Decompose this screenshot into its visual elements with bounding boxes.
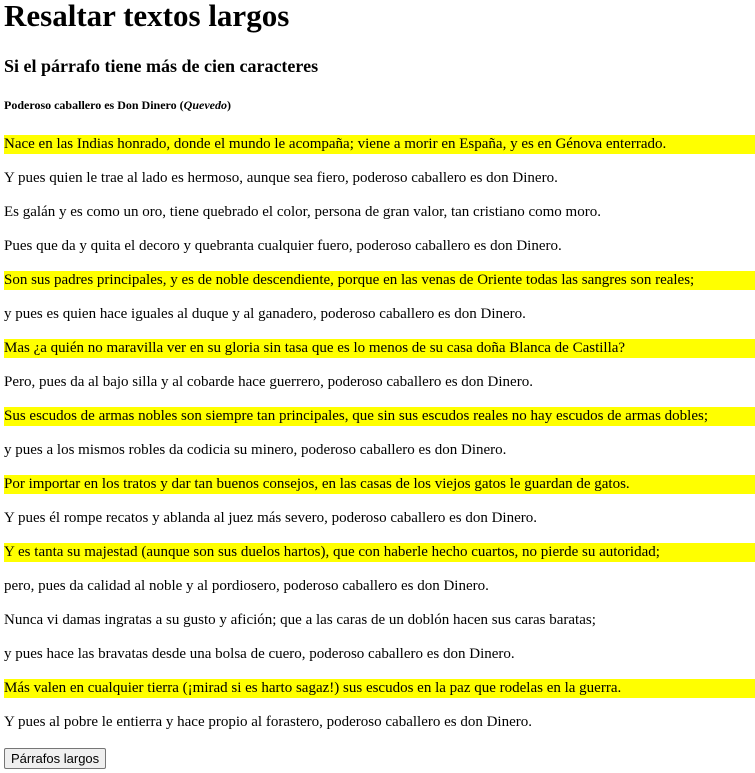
paragraph: Y es tanta su majestad (aunque son sus duelos hartos), que con haberle hecho cuartos, no pierde su autoridad; — [4, 543, 755, 562]
paragraph: Más valen en cualquier tierra (¡mirad si es harto sagaz!) sus escudos en la paz que rodelas en la guerra. — [4, 679, 755, 698]
paragraph: Nace en las Indias honrado, donde el mundo le acompaña; viene a morir en España, y es en Génova enterrado. — [4, 135, 755, 154]
paragraph: y pues hace las bravatas desde una bolsa de cuero, poderoso caballero es don Dinero. — [4, 646, 515, 662]
paragraph: Mas ¿a quién no maravilla ver en su gloria sin tasa que es lo menos de su casa doña Blanca de Castilla? — [4, 339, 755, 358]
page-title: Resaltar textos largos — [4, 0, 290, 33]
poem-author: Quevedo — [183, 98, 227, 112]
poem-heading-suffix: ) — [226, 98, 231, 112]
poem-heading — [4, 98, 231, 113]
long-paragraphs-button[interactable]: Párrafos largos — [4, 748, 106, 769]
paragraph: Nunca vi damas ingratas a su gusto y afición; que a las caras de un doblón hacen sus caras baratas; — [4, 612, 596, 628]
paragraph: Pero, pues da al bajo silla y al cobarde hace guerrero, poderoso caballero es don Dinero. — [4, 374, 533, 390]
page-subtitle: Si el párrafo tiene más de cien caracteres — [4, 56, 319, 76]
paragraph: pero, pues da calidad al noble y al pordiosero, poderoso caballero es don Dinero. — [4, 578, 489, 594]
paragraph: Pues que da y quita el decoro y quebranta cualquier fuero, poderoso caballero es don Dinero. — [4, 238, 562, 254]
paragraph: Sus escudos de armas nobles son siempre tan principales, que sin sus escudos reales no hay escudos de armas dobles; — [4, 407, 755, 426]
paragraph: Y pues él rompe recatos y ablanda al juez más severo, poderoso caballero es don Dinero. — [4, 510, 537, 526]
paragraph: Y pues quien le trae al lado es hermoso, aunque sea fiero, poderoso caballero es don Dinero. — [4, 170, 558, 186]
paragraph: Son sus padres principales, y es de noble descendiente, porque en las venas de Oriente todas las sangres son reales; — [4, 271, 755, 290]
paragraph: y pues a los mismos robles da codicia su minero, poderoso caballero es don Dinero. — [4, 442, 507, 458]
paragraph-list — [4, 135, 755, 747]
poem-heading-prefix: Poderoso caballero es Don Dinero ( — [4, 98, 184, 112]
paragraph: Es galán y es como un oro, tiene quebrado el color, persona de gran valor, tan cristiano como moro. — [4, 204, 601, 220]
paragraph: y pues es quien hace iguales al duque y al ganadero, poderoso caballero es don Dinero. — [4, 306, 526, 322]
paragraph: Y pues al pobre le entierra y hace propio al forastero, poderoso caballero es don Dinero. — [4, 714, 532, 730]
paragraph: Por importar en los tratos y dar tan buenos consejos, en las casas de los viejos gatos le guardan de gatos. — [4, 475, 755, 494]
